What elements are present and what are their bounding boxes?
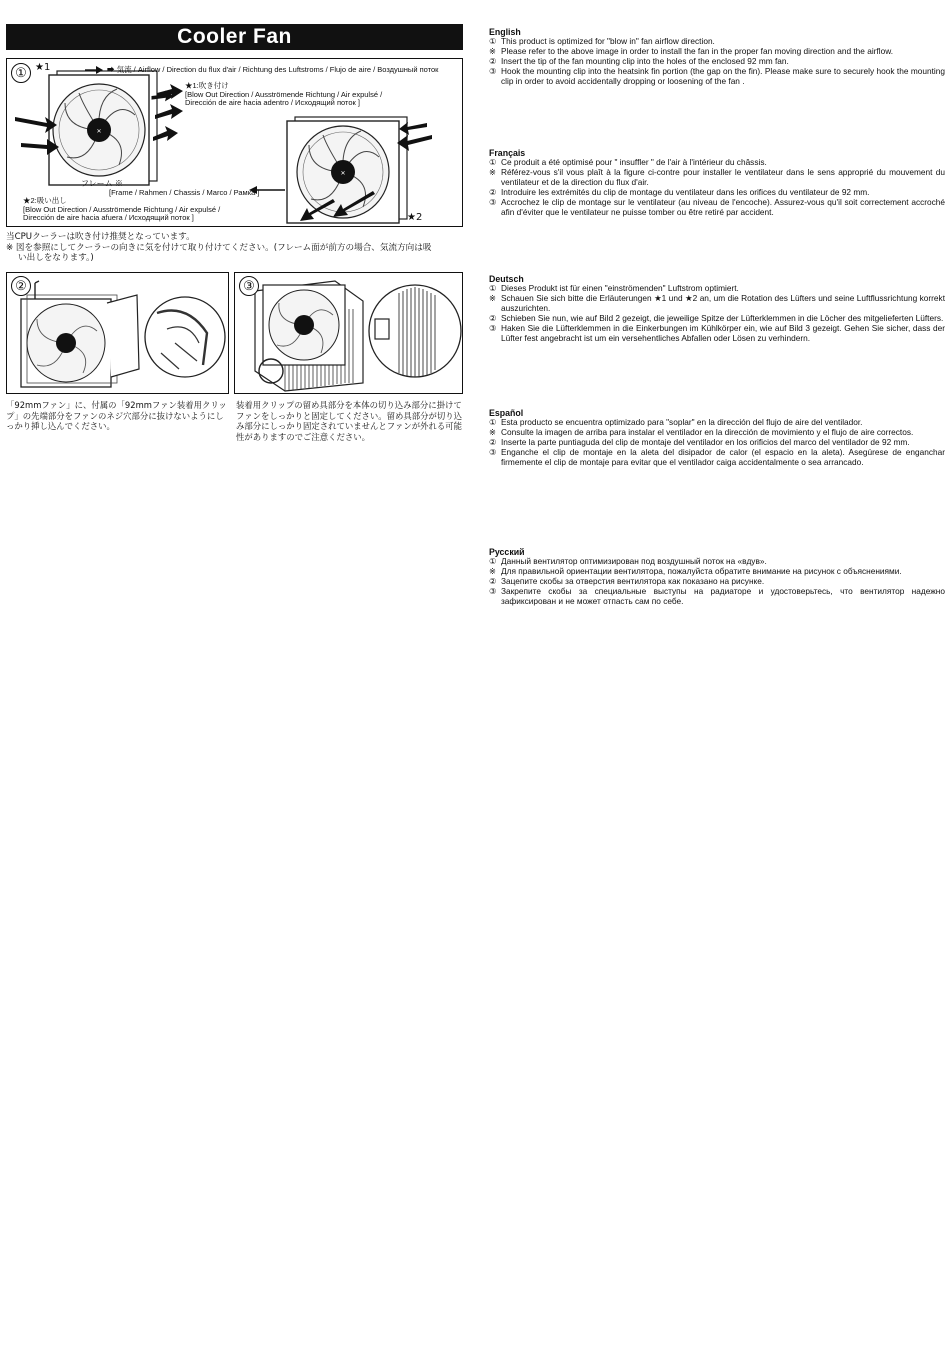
figure-1-airflow-diagram	[6, 58, 463, 227]
figure-3-caption: 装着用クリップの留め具部分を本体の切り込み部分に掛けてファンをしっかりと固定してください。留め具部分が切り込み部分にしっかり固定されていませんとファンが外れる可能性がありますのでご注意ください。	[236, 400, 462, 442]
instruction-marker: ②	[489, 186, 497, 197]
frame-jp-label: フレーム ※	[81, 179, 123, 188]
svg-text:✕: ✕	[96, 128, 102, 135]
instruction-text: Schauen Sie sich bitte die Erläuterungen ★1 und ★2 an, um die Rotation des Lüfters und seine Luftflussrichtung korrekt auszurichten.	[501, 292, 945, 313]
instruction-text: Dieses Produkt ist für einen "einströmenden" Luftstrom optimiert.	[501, 283, 739, 293]
instruction-text: Insert the tip of the fan mounting clip into the holes of the enclosed 92 mm fan.	[501, 55, 789, 66]
language-section-4	[489, 547, 945, 607]
instruction-marker: ※	[489, 292, 496, 303]
figure-2-caption: 「92mmファン」に、付属の「92mmファン装着用クリップ」の先端部分をファンのネジ穴部分に抜けないようにしっかり挿し込んでください。	[6, 400, 227, 431]
jp-note-line-1: 当CPUクーラーは吹き付け推奨となっています。	[6, 232, 195, 242]
instruction-marker: ※	[489, 565, 496, 576]
instruction-text: Please refer to the above image in order to install the fan in the proper fan moving direction and the airflow.	[501, 45, 894, 56]
instruction-item	[489, 448, 945, 468]
language-heading: Deutsch	[489, 274, 524, 284]
instruction-marker: ①	[489, 283, 497, 293]
instruction-text: Закрепите скобы за специальные выступы на радиаторе и удостоверьтесь, что вентилятор надежно зафиксирован и не может отпасть сам по себе.	[501, 585, 945, 606]
instruction-marker: ※	[489, 45, 496, 56]
blow-out-title: ★2:吸い出し	[23, 196, 67, 205]
instruction-marker: ③	[489, 585, 497, 596]
blow-in-label-1: [Blow Out Direction / Ausströmende Richtung / Air expulsé /	[185, 90, 383, 99]
figure-1-number: ①	[11, 63, 31, 83]
japanese-note	[6, 232, 464, 264]
language-heading: Français	[489, 148, 526, 158]
fan-airflow-illustration	[7, 59, 464, 228]
instruction-marker: ②	[489, 436, 497, 447]
instruction-marker: ②	[489, 312, 497, 323]
jp-note-line-2: ※ 図を参照にしてクーラーの向きに気を付けて取り付けてください。(フレーム面が前方の場合、気流方向は吸	[6, 242, 432, 253]
instruction-text: This product is optimized for "blow in" fan airflow direction.	[501, 36, 715, 46]
instruction-text: Данный вентилятор оптимизирован под воздушный поток на «вдув».	[501, 556, 767, 566]
page-title: Cooler Fan	[6, 24, 463, 50]
instruction-marker: ①	[489, 157, 497, 167]
instruction-marker: ③	[489, 446, 497, 457]
instruction-text: Enganche el clip de montaje en la aleta del disipador de calor (el espacio en la aleta). Asegúrese de enganchar firmemente el clip de montaje para evitar que el ventilador caiga accidentalmente o sea arrancado.	[501, 446, 945, 467]
language-heading: Русский	[489, 547, 525, 557]
language-heading: Español	[489, 408, 524, 418]
frame-label: [Frame / Rahmen / Chassis / Marco / Рамка ]	[109, 188, 260, 197]
instruction-marker: ②	[489, 55, 497, 66]
airflow-legend: ➡ 気流 / Airflow / Direction du flux d'air / Richtung des Luftstroms / Flujo de aire / Воздушный поток	[107, 65, 439, 74]
language-section-1	[489, 148, 945, 217]
heatsink-clip-illustration	[235, 273, 464, 395]
instruction-text: Accrochez le clip de montage sur le ventilateur (au niveau de l'encoche). Assurez-vous qu'il soit correctement accroché afin d'éviter que le ventilateur ne puisse tomber ou être retiré par accident.	[501, 196, 945, 217]
svg-text:✕: ✕	[340, 170, 346, 177]
instruction-marker: ③	[489, 196, 497, 207]
instruction-marker: ①	[489, 556, 497, 566]
instruction-text: Haken Sie die Lüfterklemmen in die Einkerbungen im Kühlkörper ein, wie auf Bild 3 gezeigt. Gehen Sie sicher, dass der Lüfter fest angebracht ist um ein versehentliches Abfallen oder Lösen zu verhindern.	[501, 322, 945, 343]
figure-3-clip-hook	[234, 272, 463, 394]
instruction-item	[489, 324, 945, 344]
instruction-text: Introduire les extrémités du clip de montage du ventilateur dans les orifices du ventilateur de 92 mm.	[501, 186, 870, 197]
instruction-text: Référez-vous s'il vous plaît à la figure ci-contre pour installer le ventilateur dans le sens approprié du mouvement du ventilateur et de la direction du flux d'air.	[501, 166, 945, 187]
instruction-text: Для правильной ориентации вентилятора, пожалуйста обратите внимание на рисунок с объяснениями.	[501, 565, 902, 576]
fan-clip-illustration	[7, 273, 230, 395]
jp-note-line-3: い出しをなります。)	[18, 253, 94, 263]
instruction-text: Esta producto se encuentra optimizado para "soplar" en la dirección del flujo de aire del ventilador.	[501, 417, 863, 427]
figure-2-clip-insert	[6, 272, 229, 394]
language-section-0	[489, 27, 945, 87]
instruction-item	[489, 168, 945, 188]
instruction-text: Schieben Sie nun, wie auf Bild 2 gezeigt, die jeweilige Spitze der Lüfterklemmen in die Löcher des mitgelieferten Lüfters.	[501, 312, 944, 323]
instruction-item	[489, 198, 945, 218]
instruction-marker: ※	[489, 166, 496, 177]
blow-out-label-2: Dirección de aire hacia afuera / Исходящий поток ]	[23, 213, 194, 222]
blow-out-label-1: [Blow Out Direction / Ausströmende Richtung / Air expulsé /	[23, 205, 221, 214]
star-2-marker: ★2	[407, 212, 423, 223]
instruction-marker: ②	[489, 575, 497, 586]
instruction-marker: ③	[489, 322, 497, 333]
language-section-3	[489, 408, 945, 468]
figure-3-number: ③	[239, 276, 259, 296]
instruction-text: Hook the mounting clip into the heatsink fin portion (the gap on the fin). Please make sure to securely hook the mounting clip in order to avoid accidentally dropping or loosening of the fan .	[501, 65, 945, 86]
instruction-text: Consulte la imagen de arriba para instalar el ventilador en la dirección de movimiento y el flujo de aire correctos.	[501, 426, 914, 437]
blow-in-title: ★1:吹き付け	[185, 81, 229, 90]
star-1-marker: ★1	[35, 62, 51, 73]
figure-2-number: ②	[11, 276, 31, 296]
instruction-text: Inserte la parte puntiaguda del clip de montaje del ventilador en los orificios del marco del ventilador de 92 mm.	[501, 436, 910, 447]
language-heading: English	[489, 27, 521, 37]
instruction-marker: ①	[489, 36, 497, 46]
instruction-item	[489, 294, 945, 314]
instruction-text: Ce produit a été optimisé pour " insuffler " de l'air à l'intérieur du châssis.	[501, 157, 767, 167]
blow-in-label-2: Dirección de aire hacia adentro / Исходящий поток ]	[185, 98, 360, 107]
instruction-text: Зацепите скобы за отверстия вентилятора как показано на рисунке.	[501, 575, 765, 586]
instruction-marker: ①	[489, 417, 497, 427]
instruction-item	[489, 587, 945, 607]
language-section-2	[489, 274, 945, 343]
instruction-marker: ③	[489, 65, 497, 76]
instruction-item	[489, 67, 945, 87]
instruction-marker: ※	[489, 426, 496, 437]
